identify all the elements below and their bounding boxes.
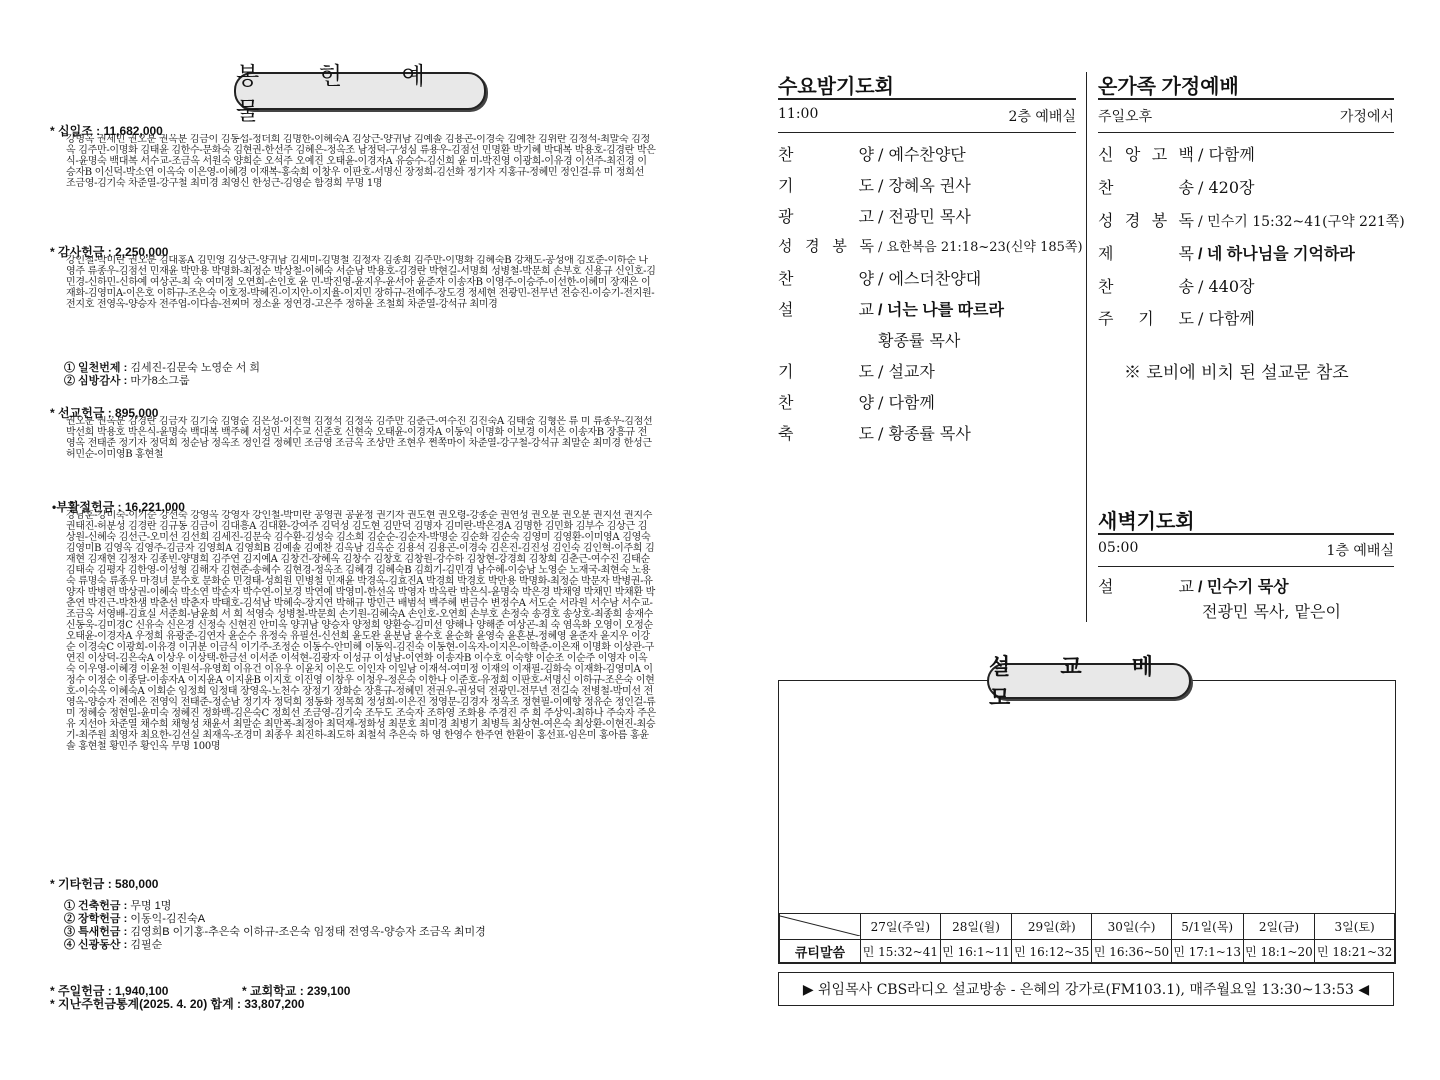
- diagonal-line-icon: [780, 914, 860, 936]
- offering-title: 봉 헌 예 물: [234, 72, 486, 110]
- other-item-1: ① 건축헌금 : 무명 1명: [64, 900, 172, 912]
- wed-item-3: 광 고 / 전광민 목사: [778, 207, 971, 226]
- qt-day: 5/1일(목): [1171, 914, 1243, 940]
- qt-passage: 민 18:1~20: [1243, 940, 1315, 963]
- total-offering: * 지난주헌금통계(2025. 4. 20) 합계 : 33,807,200: [50, 997, 305, 1011]
- qt-passage-row: [780, 940, 1395, 963]
- radio-broadcast-notice: ▶ 위임목사 CBS라디오 설교방송 - 은혜의 강가로(FM103.1), 매주월요일 13:30~13:53 ◀: [778, 972, 1394, 1006]
- wed-item-7: 황종률 목사: [878, 331, 961, 350]
- wed-item-4: 성 경 봉 독 / 요한복음 21:18~23(신약 185쪽): [778, 237, 1083, 255]
- thanks-label: * 감사헌금 : 2,250,000: [50, 245, 169, 259]
- dawn-rule: [1098, 533, 1394, 535]
- mission-label: * 선교헌금 : 895,000: [50, 406, 159, 420]
- qt-passage: 민 17:1~13: [1171, 940, 1243, 963]
- family-place: 가정에서: [1339, 109, 1394, 125]
- tithe-names: 강명옥 권세민 권오분 권옥분 김금이 김동섭-정더희 김명한-이혜숙A 김상근-양귀남 김예솔 김용곤-이경숙 김예찬 김위란 김정석-최말숙 김정옥 김주만-이명화 김태윤 김한수-문화숙 김현권-한선주 김혜은-정옥조 남정덕-구성심 류용우-김점선 민명환 박기혜 박대복 박용호-김경란 박은식-윤명숙 백대복 서수교-조금옥 서원숙 양희순 오석주 오예진 오태윤-이경자A 유승수-김신희 윤 미-박진영 이광희-이유경 이선주-최진경 이승자B 이신덕-박소연 이옥숙 이은영-이혜경 이재복-홍숙희 이창우 이판호-서명신 장정희-김선화 정기자 지홍규-정혜민 정인걸-류 미 정희선 조금영-김기숙 차준열-강구철 최미경 최영신 한성근-김영순 함경희 무명 1명: [66, 134, 656, 189]
- wed-item-1: 찬 양 / 예수찬양단: [778, 145, 966, 164]
- family-item-2: 찬 송 / 420장: [1098, 178, 1255, 197]
- mission-names: 권오분 권옥분 김경란 김금자 김기숙 김영순 김은성-이진혁 김정석 김정옥 김주만 김춘근-여수진 김진숙A 김태술 김형은 류 미 류종우-김점선 박선희 박용호 박은식-윤명숙 백대복 백주혜 서성민 서수교 신준호 신현숙 오태윤-이경자A 이동익 이명화 이보경 이서은 이송자B 장흥규 전영옥 전태준 정기자 정덕희 정순남 정옥조 정인걸 정혜민 조금영 조금옥 조상만 조현우 쩐쪽마이 차준열-강구철-강석규 최말순 최미경 한성근 허민순-이미영B 홍현철: [66, 416, 653, 460]
- sermon-memo-box[interactable]: [778, 654, 1396, 964]
- wed-item-10: 축 도 / 황종률 목사: [778, 424, 971, 443]
- wed-item-2: 기 도 / 장혜옥 권사: [778, 176, 971, 195]
- dawn-time: 05:00: [1098, 540, 1139, 556]
- dawn-meta: [1098, 540, 1394, 567]
- family-item-4: 제 목 / 네 하나님을 기억하라: [1098, 244, 1355, 263]
- qt-passage: 민 16:36~50: [1092, 940, 1172, 963]
- qt-passage: 민 15:32~41: [861, 940, 941, 963]
- dawn-item-2: 전광민 목사, 맡은이: [1202, 602, 1341, 621]
- thanks-names: 강인철-박미란 권오분 김대홍A 김민영 김상근-양귀남 김세미-김명철 김정자 김종희 김주만-이명화 김혜숙B 강채도-공성애 김호준-이하순 나영주 류종우-김점선 민재윤 박만용 박명화-최정순 박상철-이혜숙 서순남 박용호-김경란 박현길-서명희 성병철-박문희 손부호 신용규 신인호-김민경-신하민-신하예 여상곤-최 숙 여미정 오연희-손인호 윤 민-박진영-윤지우-윤서아 윤준자 이송자B 이영주-이승주-이선한-이혜미 장재은 이재화-김영미A-이은호 이하규-조은숙 이호정-박혜진-이지안-이지율-이지민 장하규-전예주-장도경 정세현 전광민-전무년 전승진-이승기-전지원-전지호 전영옥-양승자 전주엽-이다솜-전찌머 정소윤 정연경-고은주 정하윤 조철희 차준열-강석규 최미경: [66, 255, 656, 310]
- dawn-place: 1층 예배실: [1326, 543, 1394, 559]
- family-rule: [1098, 98, 1394, 100]
- qt-day: 3일(토): [1315, 914, 1395, 940]
- other-label: * 기타헌금 : 580,000: [50, 877, 159, 891]
- family-item-1: 신 앙 고 백 / 다함께: [1098, 145, 1255, 164]
- family-title: 온가족 가정예배: [1098, 76, 1239, 98]
- easter-label: •부활절헌금 : 16,221,000: [52, 500, 185, 514]
- family-time: 주일오후: [1098, 109, 1153, 125]
- sunday-offering: * 주일헌금 : 1,940,100: [50, 984, 169, 998]
- wednesday-rule: [778, 98, 1076, 100]
- qt-day: 27일(주일): [861, 914, 941, 940]
- qt-day: 28일(월): [940, 914, 1012, 940]
- qt-day-row: [780, 914, 1395, 940]
- wednesday-title: 수요밤기도회: [778, 76, 894, 98]
- dawn-title: 새벽기도회: [1098, 511, 1195, 533]
- wed-item-8: 기 도 / 설교자: [778, 362, 935, 381]
- other-item-2: ② 장학헌금 : 이동익-김진숙A: [64, 913, 206, 925]
- family-item-6: 주 기 도 / 다함께: [1098, 309, 1255, 328]
- qt-passage: 민 16:12~35: [1012, 940, 1092, 963]
- wed-item-9: 찬 양 / 다함께: [778, 393, 935, 412]
- wednesday-place: 2층 예배실: [1008, 109, 1076, 125]
- qt-day: 29일(화): [1012, 914, 1092, 940]
- family-item-5: 찬 송 / 440장: [1098, 277, 1255, 296]
- thanks-sub-1: ① 일천번제 : 김세진-김문숙 노영순 서 희: [64, 362, 261, 374]
- qt-day: 30일(수): [1092, 914, 1172, 940]
- qt-label: 큐티말씀: [780, 940, 861, 963]
- wed-item-6: 설 교 / 너는 나를 따르라: [778, 300, 1004, 319]
- qt-passage: 민 16:1~11: [940, 940, 1012, 963]
- memo-title: 설 교 메 모: [987, 663, 1191, 699]
- qt-passage: 민 18:21~32: [1315, 940, 1395, 963]
- column-divider: [1086, 72, 1087, 622]
- family-note: ※ 로비에 비치 된 설교문 참조: [1124, 363, 1349, 383]
- wed-item-5: 찬 양 / 에스더찬양대: [778, 269, 982, 288]
- qt-table: [779, 913, 1395, 963]
- school-offering: * 교회학교 : 239,100: [242, 984, 351, 998]
- qt-corner-cell: [780, 914, 861, 940]
- easter-names: 강남훈-강미숙-이기순 강선숙 강영옥 강영자 강인철-박미란 공영권 공윤정 권기자 권도현 권오령-강종순 권연성 권오분 권오분 권지선 권지수 권태진-허분성 김경란 김규동 김금이 김대흥A 김대환-강여주 김덕성 김도현 김만덕 김명자 김미란-박은경A 김명한 김민화 김부수 김상근 김상원-신혜숙 김선근-오미선 김선희 김세진-김문숙 김수환-김성숙 김소희 김순순-김순자-박명순 김순화 김순숙 김영미 김영환-이미영A 김영숙 김영미B 김영옥 김영주-김금자 김영희A 김영희B 김예솔 김예찬 김옥남 김옥순 김용석 김용곤-이경숙 김은진-김진성 김인숙 김인혁-이주희 김재현 김재현 김정자 김종빈-양명희 김주연 김지예A 김창건-장혜옥 김창수 김창호 김창원-강수하 김창현-강경희 김창희 김춘근-여수진 김태순 김태숙 김평자 김한영-이성형 김해자 김현준-송혜수 김현경-정옥조 김혜경 김혜숙B 김희기-김민경 남수혜-이승남 노영순 노재국-최현숙 노용숙 류명숙 류종우 마경녀 문수호 문화순 민경태-성희원 민병철 민재윤 박경옥-김효진A 박경희 박경호 박만용 박명화-최정순 박문자 박병권-유양자 박병련 박상권-이혜숙 박소연 박순자 박수연-이보경 박연예 박영미-한선옥 박영자 박옥란 박은식-윤명숙 박은경 박채영 박채민 박채환 박춘연 박진근-박찬샘 박춘선 박춘자 박태호-김석남 박혜숙-장지연 박해규 방민근 배범석 백주혜 변금수 변정수A 서도순 서라원 서수남 서수교-조금옥 서영배-김효실 서준희-남윤희 서 희 석영숙 성병철-박문희 손기원-김혜숙A 손인호-오연희 손부호 손정숙 송경호 송상호-최종희 송재수 신동욱-김미경C 신유숙 신은경 신정숙 신현진 안미옥 양귀남 양승자 양정희 양환승-김미선 양해나 양해준 여상곤-최 숙 염옥화 오영이 오정순 오태윤-이경자A 우정희 유광준-김연자 윤순수 유정숙 유필선-신선희 윤도완 윤분남 윤수호 윤순화 윤영숙 윤흔분-정혜영 윤준자 윤지우 이강순 이경숙C 이광희-이유경 이귀분 이금식 이기주-조정순 이동수-안미혜 이동익-김진숙 이동현-이옥자-이지은-이학준-이은재 이명화 이상관-구연진 이상덕-김은숙A 이상우 이상택-한금선 이서준 이석현-김광자 이성규 이성남-이연화 이송자B 이수호 이숙향 이순조 이순주 이영자 이옥숙 이우영-이혜경 이윤천 이원석-유영희 이유건 이유우 이윤치 이은도 이인자 이일남 이재석-여미정 이재의 이재필-김화숙 이재화-김영미A 이정수 이정순 이종달-이송자A 이지윤A 이지윤B 이지호 이진영 이창우 이청우-정은숙 이한나 이준호-유정희 이판호-서명신 이하규-조은숙 이현호-이숙옥 이혜숙A 이회순 임정희 임정태 장영옥-노천수 장정기 장화순 장흥규-정혜민 전권우-권성덕 전광민-전무년 전길숙 전병철-박미선 전영옥-양승자 전예은 전영익 전태준-정순남 정기자 정덕희 정동화 정목희 정성희-이은진 정영문-김경자 정옥조 정현필-이예향 정유순 정인걸-류 미 정혜승 정현일-윤미숙 정혜진 정화백-김은숙C 정희선 조금영-김기숙 조두도 조숙자 조하영 조화용 주경진 주 희 주상익-최하나 주숙자 주은유 지선아 차준열 채수희 채형성 채윤서 최말순 최만폭-최정아 최덕재-정화성 최문호 최미경 최병기 최병득 최상현-여은숙 최상환-이현진-최승기-최주원 최영자 최요한-김선실 최재옥-조경미 최종우 최진하-최도하 최철석 추은숙 하 영 한영수 한주연 한환이 홍선표-임은미 홍아름 홍윤솔 홍현철 황민주 황인옥 무명 100명: [66, 510, 656, 752]
- wednesday-meta: [778, 106, 1076, 133]
- thanks-sub-2: ② 심방감사 : 마가8소그룹: [64, 375, 190, 387]
- family-meta: [1098, 106, 1394, 133]
- wednesday-time: 11:00: [778, 106, 819, 122]
- other-item-4: ④ 신광동산 : 김필순: [64, 939, 163, 951]
- offering-section: [50, 62, 660, 1020]
- other-item-3: ③ 특새헌금 : 김영희B 이기홍-추은숙 이하규-조은숙 임정태 전영옥-양승자 조금옥 최미경: [64, 926, 486, 938]
- tithe-label: * 십일조 : 11,682,000: [50, 124, 163, 138]
- dawn-item: 설 교 / 민수기 묵상: [1098, 577, 1289, 596]
- qt-day: 2일(금): [1243, 914, 1315, 940]
- family-item-3: 성 경 봉 독 / 민수기 15:32~41(구약 221쪽): [1098, 211, 1405, 230]
